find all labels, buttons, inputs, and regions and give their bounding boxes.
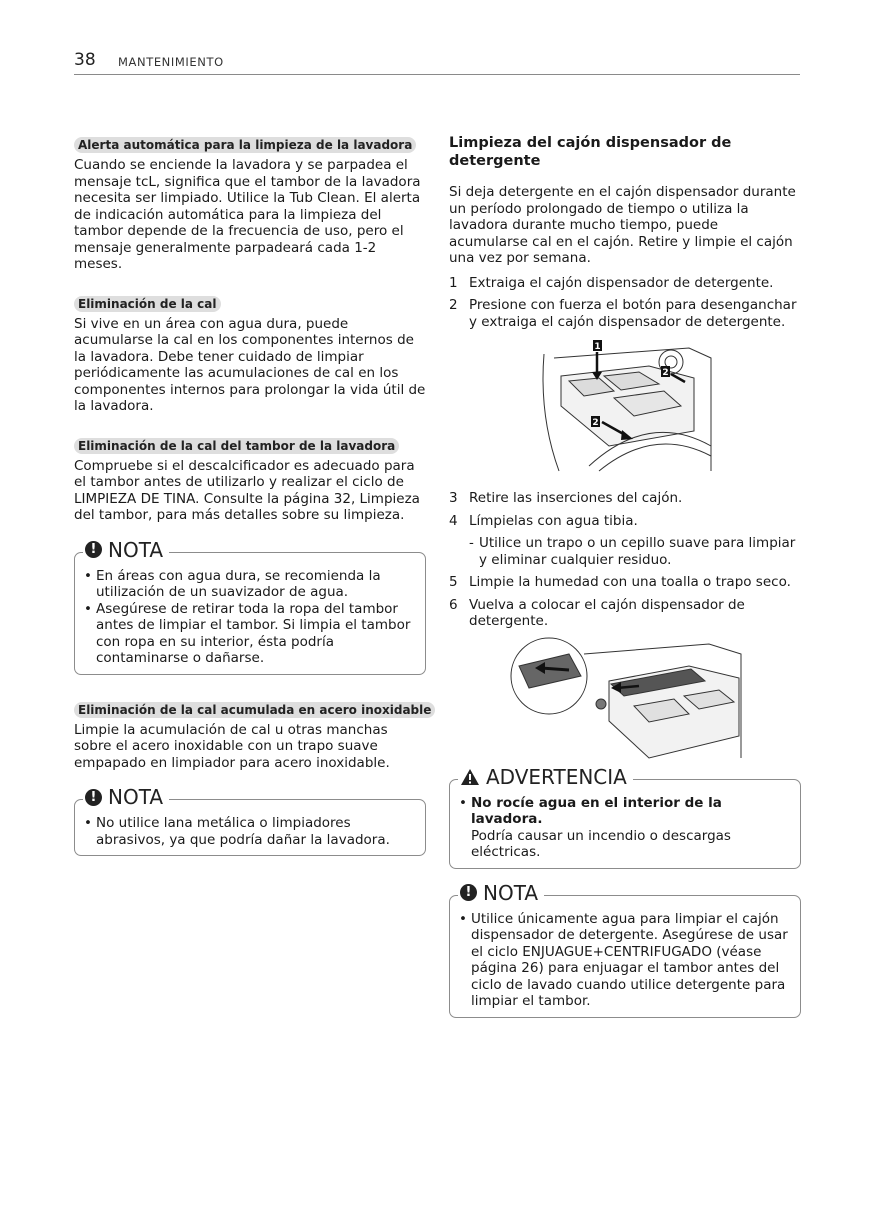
drawer-removal-illustration [449,336,801,476]
note-title-text: NOTA [108,785,164,809]
note-title [458,881,544,905]
callout-label: 1 [594,342,601,352]
warning-title-text: ADVERTENCIA [486,764,627,789]
note-item: • Asegúrese de retirar toda la ropa del tambor antes de limpiar el tambor. Si limpia el tambor con ropa en su interior, ésta podría contaminarse o dañarse. [84,601,416,667]
warning-item [459,795,791,861]
note-box [74,537,426,675]
section-text: Si vive en un área con agua dura, puede acumularse la cal en los componentes internos de la lavadora. Debe tener cuidado de limpiar periódicamente las acumulaciones de cal en los componentes internos para prolongar la vida útil de la lavadora. [74,315,426,414]
exclamation-circle-icon: ! [85,541,102,558]
section-drum-limescale [74,435,426,524]
intro-text: Si deja detergente en el cajón dispensador durante un período prolongado de tiempo o utiliza la lavadora durante mucho tiempo, puede acumularse cal en el cajón. Retire y limpie el cajón una vez por semana. [449,184,796,266]
warning-bold-text: No rocíe agua en el interior de la lavadora. [471,794,722,827]
note-title-text: NOTA [108,537,164,562]
note-item: • Utilice únicamente agua para limpiar el cajón dispensador de detergente. Asegúrese de usar el ciclo ENJUAGUE+CENTRIFUGADO (véase página 26) para enjuagar el tambor antes del ciclo de lavado cuando utilice detergente para limpiar el tambor. [459,911,791,1010]
step-3: 3 Retire las inserciones del cajón. [449,490,683,506]
step-2: 2 Presione con fuerza el botón para desenganchar y extraiga el cajón dispensador de detergente. [449,297,797,330]
step-4: 4 Límpielas con agua tibia. [449,512,638,529]
note-title [83,538,169,562]
left-column [74,134,432,880]
note-title-text: NOTA [483,880,539,905]
section-limescale [74,293,426,415]
page-number: 38 [74,50,96,70]
note-item: • No utilice lana metálica o limpiadores abrasivos, ya que podría dañar la lavadora. [84,815,416,848]
right-column [449,134,801,1042]
section-title-drawer: Limpieza del cajón dispensador de detergente [449,135,732,169]
step-1: 1 Extraiga el cajón dispensador de detergente. [449,274,774,291]
step-6: 6 Vuelva a colocar el cajón dispensador de detergente. [449,596,745,629]
note-box [449,880,801,1018]
section-text: Cuando se enciende la lavadora y se parpadea el mensaje tcL, significa que el tambor de la lavadora necesita ser limpiado. Utilice la Tub Clean. El alerta de indicación automática para la limpieza del tambor depende de la frecuencia de uso, pero el mensaje generalmente parpadeará cada 1-2 meses. [74,157,421,272]
note-box [74,785,426,856]
callout-label: 2 [592,418,599,428]
callout-label: 2 [662,368,669,378]
section-heading: Eliminación de la cal [74,296,221,312]
page-header [74,50,800,75]
section-heading: Alerta automática para la limpieza de la lavadora [74,137,416,153]
section-title: MANTENIMIENTO [118,55,224,69]
exclamation-circle-icon: ! [85,789,102,806]
exclamation-circle-icon: ! [460,884,477,901]
section-heading: Eliminación de la cal del tambor de la lavadora [74,438,399,454]
warning-triangle-icon [460,768,480,786]
warning-box [449,764,801,869]
section-text: Limpie la acumulación de cal u otras manchas sobre el acero inoxidable con un trapo suave empapado en limpiador para acero inoxidable. [74,721,390,771]
section-heading: Eliminación de la cal acumulada en acero inoxidable [74,702,435,718]
section-text: Compruebe si el descalcificador es adecuado para el tambor antes de utilizarlo y realizar el ciclo de LIMPIEZA DE TINA. Consulte la página 32, Limpieza del tambor, para más detalles sobre su limpieza. [74,457,420,523]
step-4-detail: - Utilice un trapo o un cepillo suave para limpiar y eliminar cualquier residuo. [449,535,801,568]
warning-title [458,765,633,789]
step-5: 5 Limpie la humedad con una toalla o trapo seco. [449,574,791,590]
drawer-reinsert-illustration [449,636,801,761]
warning-text: Podría causar un incendio o descargas eléctricas. [471,827,731,860]
section-auto-alert [74,134,426,273]
note-title [83,785,169,809]
section-stainless [74,699,432,772]
note-item: • En áreas con agua dura, se recomienda la utilización de un suavizador de agua. [84,568,416,601]
